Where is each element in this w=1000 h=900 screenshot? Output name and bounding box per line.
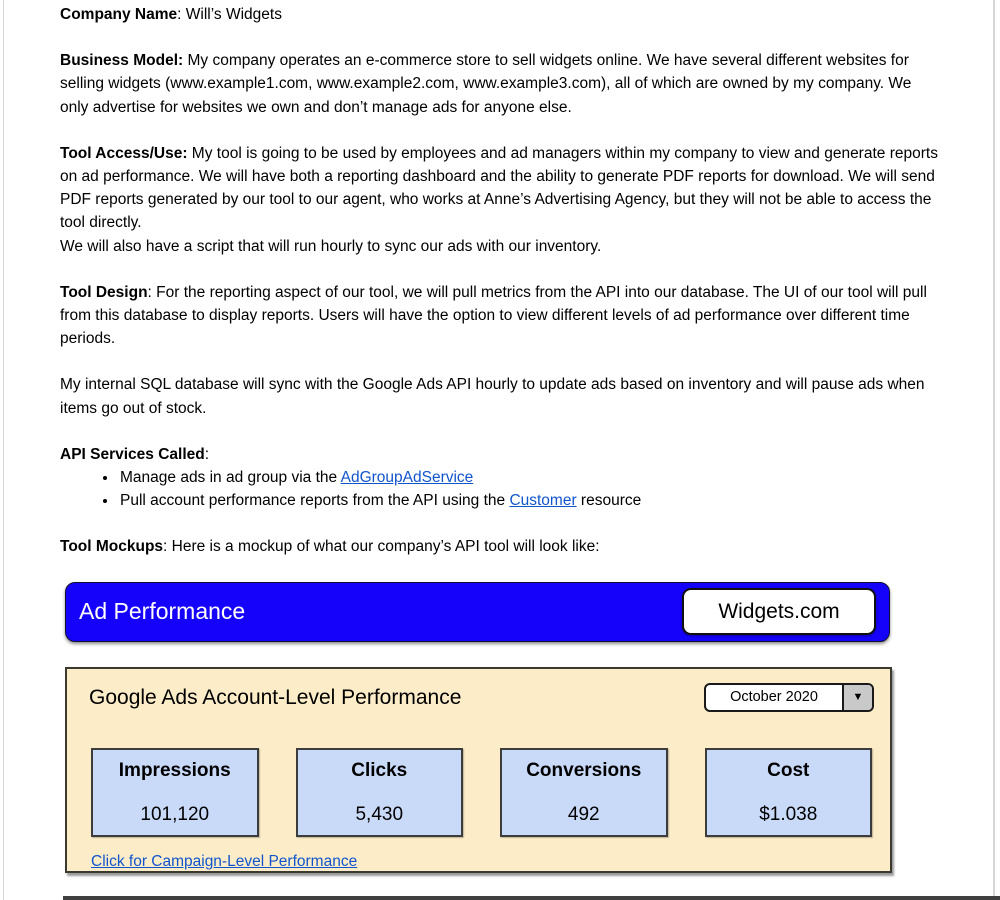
page-border-left: [3, 0, 4, 900]
metric-label: Conversions: [526, 759, 642, 781]
metric-card-impressions: [91, 748, 259, 837]
bullet-text-post: resource: [576, 492, 642, 510]
company-name-label: Company Name: [60, 6, 178, 23]
month-dropdown-value: October 2020: [730, 688, 818, 705]
metric-card-cost: [705, 748, 873, 837]
paragraph-tool-design: [60, 281, 940, 351]
api-services-label: API Services Called: [60, 445, 205, 463]
tool-access-text: My tool is going to be used by employees and ad managers within my company to view and generate reports on ad performance. We will have both a reporting dashboard and the ability to generate PDF reports for download. We will send PDF reports generated by our tool to our agent, who works at Anne’s Advertising Agency, but they will not be able to access the tool directly.: [60, 144, 938, 232]
campaign-level-performance-link[interactable]: Click for Campaign-Level Performance: [91, 852, 358, 870]
tool-design-text: : For the reporting aspect of our tool, we will pull metrics from the API into our database. The UI of our tool will pull from this database to display reports. Users will have the option to view different levels of ad performance over different time periods.: [60, 283, 927, 348]
tool-access-text-line2: We will also have a script that will run hourly to sync our ads with our inventory.: [60, 237, 602, 255]
metric-value: 101,120: [140, 803, 210, 825]
month-dropdown[interactable]: [704, 683, 874, 712]
paragraph-sql-note: [60, 373, 940, 419]
mockup-header-bar: [65, 582, 890, 642]
panel-header: [89, 683, 874, 712]
panel-title: Google Ads Account-Level Performance: [89, 685, 462, 709]
metric-value: 5,430: [355, 803, 404, 825]
metric-card-clicks: [296, 748, 464, 837]
page-border-right: [993, 0, 995, 900]
tool-access-label: Tool Access/Use:: [60, 144, 188, 162]
api-services-suffix: :: [204, 445, 210, 463]
sql-note-text: My internal SQL database will sync with the Google Ads API hourly to update ads based on inventory and will pause ads when items go out of stock.: [60, 376, 925, 417]
document-body: [60, 3, 940, 873]
metric-label: Cost: [767, 759, 810, 781]
api-services-list: [60, 466, 940, 512]
metric-value: 492: [567, 803, 600, 825]
metric-card-conversions: [500, 748, 668, 837]
adgroupadservice-link[interactable]: AdGroupAdService: [340, 469, 474, 487]
bullet-text-pre: Manage ads in ad group via the: [120, 469, 341, 487]
bullet-text-pre: Pull account performance reports from the API using the: [120, 492, 510, 510]
tool-mockups-text: : Here is a mockup of what our company’s API tool will look like:: [163, 538, 600, 556]
customer-link[interactable]: Customer: [509, 492, 577, 510]
tool-mockups-label: Tool Mockups: [60, 538, 164, 556]
mockup-app-title: Ad Performance: [79, 598, 246, 625]
tool-design-label: Tool Design: [60, 283, 148, 301]
metric-cards-row: [91, 748, 872, 837]
chevron-down-icon[interactable]: ▼: [842, 685, 872, 710]
paragraph-company-name: [60, 3, 940, 26]
paragraph-tool-mockups: [60, 535, 940, 558]
metric-value: $1.038: [759, 803, 818, 825]
paragraph-tool-access: [60, 142, 940, 258]
metric-label: Impressions: [118, 759, 231, 781]
list-item: [118, 466, 940, 489]
paragraph-business-model: [60, 49, 940, 119]
business-model-text: My company operates an e-commerce store to sell widgets online. We have several different websites for selling widgets (www.example1.com, www.example2.com, www.example3.com), all of which are owned by my company. We only advertise for websites we own and don’t manage ads for anyone else.: [60, 52, 912, 116]
metric-label: Clicks: [351, 759, 408, 781]
list-item: [118, 489, 940, 512]
account-performance-panel: [65, 667, 892, 873]
widgets-com-button[interactable]: Widgets.com: [682, 588, 876, 635]
business-model-label: Business Model:: [60, 52, 184, 70]
cutoff-element-edge: [63, 896, 1000, 900]
company-name-value: : Will’s Widgets: [177, 6, 282, 23]
paragraph-api-services-heading: [60, 443, 940, 466]
